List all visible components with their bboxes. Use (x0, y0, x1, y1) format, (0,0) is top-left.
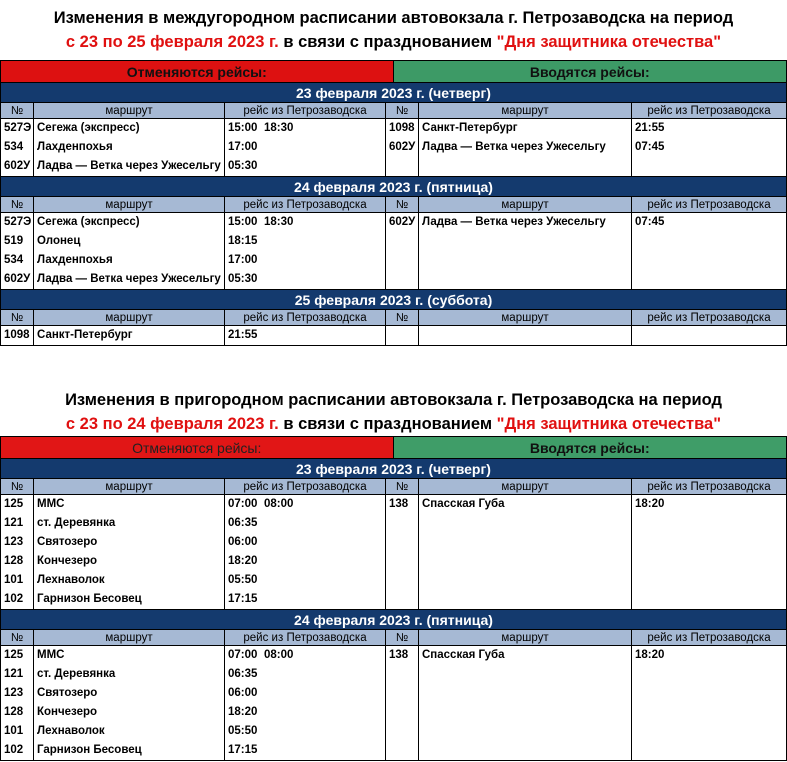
add-route-name (419, 684, 631, 703)
add-departure-time (632, 232, 786, 251)
column-header-departure: рейс из Петрозаводска (647, 105, 771, 117)
column-header-departure: рейс из Петрозаводска (225, 310, 386, 325)
cancel-route-number: 102 (4, 744, 24, 756)
cancel-route-number: 527Э (4, 216, 32, 228)
day-body (1, 119, 786, 176)
departure-time: 07:00 (228, 498, 258, 510)
add-header: Вводятся рейсы: (394, 436, 787, 458)
add-number-column (386, 646, 419, 760)
cancel-time-column (225, 646, 386, 760)
add-route-number: 138 (389, 649, 409, 661)
cancel-route-name: Санкт-Петербург (37, 329, 133, 341)
cancel-route-name: Олонец (37, 235, 81, 247)
column-header-route: маршрут (34, 479, 225, 494)
cancel-route-name: Кончезеро (37, 555, 98, 567)
suburban-title-holiday: "Дня защитника отечества" (496, 415, 722, 433)
add-route-number (386, 232, 418, 251)
column-header-number: № (386, 630, 419, 645)
add-route-name (419, 514, 631, 533)
add-route-name: Ладва — Ветка через Ужесельгу (422, 141, 606, 153)
add-departure-time (632, 552, 786, 571)
suburban-title-line1: Изменения в пригородном расписании автовокзала г. Петрозаводска на период (65, 391, 722, 409)
column-header-row (1, 309, 786, 326)
add-number-column (386, 213, 419, 289)
suburban-section (0, 388, 787, 761)
column-header-route: маршрут (34, 197, 225, 212)
add-departure-time: 18:20 (635, 498, 665, 510)
departure-time: 06:35 (228, 517, 258, 529)
departure-time: 18:20 (228, 706, 258, 718)
cancel-departure-times (225, 665, 385, 684)
suburban-status-row (1, 436, 786, 458)
cancel-route-number: 527Э (4, 122, 32, 134)
cancel-route-column (34, 495, 225, 609)
column-header-number: № (1, 197, 34, 212)
cancel-route-name: Святозеро (37, 536, 98, 548)
column-header-number: № (386, 103, 419, 118)
column-header-number: № (1, 310, 34, 325)
add-route-name: Ладва — Ветка через Ужесельгу (422, 216, 606, 228)
column-header-number: № (386, 479, 419, 494)
add-departure-time (632, 665, 786, 684)
date-bar: 23 февраля 2023 г. (четверг) (1, 458, 786, 478)
cancel-route-number: 125 (4, 498, 24, 510)
cancel-number-column (1, 213, 34, 289)
cancel-route-name: Лахденпохья (37, 141, 113, 153)
cancel-route-name: Ладва — Ветка через Ужесельгу (37, 273, 221, 285)
cancel-route-number: 602У (4, 160, 31, 172)
add-departure-time (632, 741, 786, 760)
cancel-departure-times (225, 703, 385, 722)
intercity-section (0, 0, 787, 346)
cancel-route-number: 101 (4, 574, 24, 586)
suburban-title (0, 388, 787, 436)
add-departure-time (632, 326, 786, 345)
cancel-departure-times (225, 138, 385, 157)
departure-time: 17:00 (228, 254, 258, 266)
add-route-number (386, 722, 418, 741)
cancel-route-number: 1098 (4, 329, 30, 341)
add-route-number (386, 157, 418, 176)
cancel-time-column (225, 326, 386, 345)
departure-time: 21:55 (228, 329, 258, 341)
add-header: Вводятся рейсы: (394, 60, 787, 82)
cancel-number-column (1, 326, 34, 345)
add-departure-time: 21:55 (635, 122, 665, 134)
cancel-departure-times (225, 684, 385, 703)
intercity-title-period: с 23 по 25 февраля 2023 г. (65, 33, 279, 51)
departure-time: 17:15 (228, 593, 258, 605)
column-header-row (1, 102, 786, 119)
cancel-route-number: 121 (4, 517, 24, 529)
add-route-number (386, 552, 418, 571)
add-route-name: Спасская Губа (422, 649, 505, 661)
add-route-name (419, 741, 631, 760)
departure-time: 07:00 (228, 649, 258, 661)
add-route-number (386, 665, 418, 684)
add-route-name (419, 232, 631, 251)
add-route-number (386, 514, 418, 533)
column-header-departure: рейс из Петрозаводска (647, 632, 771, 644)
add-route-number: 602У (389, 141, 416, 153)
cancel-departure-times (225, 119, 385, 138)
departure-time: 17:15 (228, 744, 258, 756)
suburban-table (0, 436, 787, 761)
day-body (1, 326, 786, 345)
add-route-column (419, 213, 632, 289)
cancel-time-column (225, 495, 386, 609)
add-time-column (632, 326, 786, 345)
add-number-column (386, 495, 419, 609)
cancel-time-column (225, 213, 386, 289)
add-route-name (419, 703, 631, 722)
cancel-route-name: Лахденпохья (37, 254, 113, 266)
column-header-departure: рейс из Петрозаводска (225, 197, 386, 212)
departure-time: 05:50 (228, 574, 258, 586)
intercity-title-holiday: "Дня защитника отечества" (496, 33, 722, 51)
cancel-departure-times (225, 270, 385, 289)
departure-time: 05:30 (228, 273, 258, 285)
cancel-time-column (225, 119, 386, 176)
cancel-departure-times (225, 590, 385, 609)
column-header-route: маршрут (34, 630, 225, 645)
cancel-departure-times (225, 326, 385, 345)
cancel-route-name: Ладва — Ветка через Ужесельгу (37, 160, 221, 172)
add-route-column (419, 326, 632, 345)
departure-time: 06:35 (228, 668, 258, 680)
column-header-route: маршрут (34, 310, 225, 325)
cancel-route-name: Сегежа (экспресс) (37, 216, 140, 228)
departure-time: 15:00 (228, 216, 258, 228)
day-body (1, 646, 786, 760)
add-route-column (419, 495, 632, 609)
intercity-title-line1: Изменения в междугородном расписании автовокзала г. Петрозаводска на период (53, 9, 734, 27)
date-bar: 24 февраля 2023 г. (пятница) (1, 176, 786, 196)
intercity-title-line2 (0, 30, 787, 54)
add-time-column (632, 119, 786, 176)
cancel-departure-times (225, 646, 385, 665)
add-route-name: Спасская Губа (422, 498, 505, 510)
column-header-number: № (1, 479, 34, 494)
column-header-number: № (386, 197, 419, 212)
add-departure-time (632, 514, 786, 533)
column-header-departure: рейс из Петрозаводска (225, 630, 386, 645)
column-header-departure: рейс из Петрозаводска (225, 103, 386, 118)
cancel-departure-times (225, 213, 385, 232)
date-bar: 25 февраля 2023 г. (суббота) (1, 289, 786, 309)
column-header-route: маршрут (419, 479, 632, 494)
cancel-number-column (1, 646, 34, 760)
cancel-departure-times (225, 552, 385, 571)
cancel-route-name: Гарнизон Бесовец (37, 593, 142, 605)
add-route-number (386, 684, 418, 703)
suburban-title-line2 (0, 412, 787, 436)
departure-time: 06:00 (228, 536, 258, 548)
intercity-days (1, 82, 786, 345)
cancel-route-number: 123 (4, 687, 24, 699)
departure-time: 08:00 (264, 649, 294, 661)
add-route-number (386, 741, 418, 760)
add-route-name (419, 533, 631, 552)
column-header-route: маршрут (419, 197, 632, 212)
intercity-title (0, 0, 787, 60)
departure-time: 08:00 (264, 498, 294, 510)
cancel-route-name: Святозеро (37, 687, 98, 699)
suburban-title-middle: в связи с празднованием (278, 415, 497, 433)
add-route-name (419, 270, 631, 289)
departure-time: 18:15 (228, 235, 258, 247)
cancel-route-name: Гарнизон Бесовец (37, 744, 142, 756)
add-departure-time (632, 684, 786, 703)
add-departure-time: 07:45 (635, 141, 665, 153)
column-header-route: маршрут (419, 103, 632, 118)
cancel-header: Отменяются рейсы: (1, 60, 394, 82)
cancel-route-name: Лехнаволок (37, 574, 105, 586)
add-route-number (386, 326, 418, 345)
add-route-number (386, 270, 418, 289)
cancel-route-number: 534 (4, 254, 24, 266)
departure-time: 06:00 (228, 687, 258, 699)
cancel-route-column (34, 213, 225, 289)
cancel-departure-times (225, 722, 385, 741)
cancel-route-column (34, 326, 225, 345)
add-route-name (419, 722, 631, 741)
add-route-number: 1098 (389, 122, 415, 134)
cancel-number-column (1, 495, 34, 609)
column-header-departure: рейс из Петрозаводска (225, 479, 386, 494)
cancel-route-number: 534 (4, 141, 24, 153)
add-route-name (419, 571, 631, 590)
add-route-number: 602У (389, 216, 416, 228)
add-departure-time (632, 703, 786, 722)
add-departure-time (632, 270, 786, 289)
departure-time: 15:00 (228, 122, 258, 134)
cancel-departure-times (225, 741, 385, 760)
column-header-departure: рейс из Петрозаводска (647, 312, 771, 324)
cancel-route-name: ММС (37, 498, 65, 510)
add-departure-time (632, 571, 786, 590)
add-route-number (386, 251, 418, 270)
add-route-name (419, 326, 631, 345)
departure-time: 17:00 (228, 141, 258, 153)
cancel-route-name: Сегежа (экспресс) (37, 122, 140, 134)
add-route-name (419, 590, 631, 609)
date-bar: 23 февраля 2023 г. (четверг) (1, 82, 786, 102)
departure-time: 05:50 (228, 725, 258, 737)
departure-time: 18:30 (264, 122, 294, 134)
add-route-number (386, 571, 418, 590)
column-header-row (1, 196, 786, 213)
add-departure-time: 07:45 (635, 216, 665, 228)
cancel-departure-times (225, 232, 385, 251)
add-departure-time (632, 590, 786, 609)
add-route-number: 138 (389, 498, 409, 510)
cancel-route-number: 128 (4, 555, 24, 567)
add-route-name: Санкт-Петербург (422, 122, 518, 134)
cancel-route-number: 519 (4, 235, 24, 247)
cancel-header: Отменяются рейсы: (1, 436, 394, 458)
cancel-route-name: ст. Деревянка (37, 517, 116, 529)
add-departure-time (632, 157, 786, 176)
cancel-departure-times (225, 514, 385, 533)
date-bar: 24 февраля 2023 г. (пятница) (1, 609, 786, 629)
add-route-name (419, 552, 631, 571)
add-route-number (386, 590, 418, 609)
day-body (1, 213, 786, 289)
intercity-title-middle: в связи с празднованием (278, 33, 497, 51)
column-header-departure: рейс из Петрозаводска (647, 481, 771, 493)
cancel-route-number: 125 (4, 649, 24, 661)
column-header-route: маршрут (419, 310, 632, 325)
add-route-number (386, 533, 418, 552)
column-header-departure: рейс из Петрозаводска (647, 199, 771, 211)
column-header-number: № (386, 310, 419, 325)
column-header-row (1, 478, 786, 495)
cancel-departure-times (225, 157, 385, 176)
suburban-title-period: с 23 по 24 февраля 2023 г. (65, 415, 279, 433)
cancel-route-number: 602У (4, 273, 31, 285)
add-departure-time (632, 251, 786, 270)
column-header-route: маршрут (34, 103, 225, 118)
cancel-route-name: Лехнаволок (37, 725, 105, 737)
cancel-route-number: 101 (4, 725, 24, 737)
cancel-departure-times (225, 251, 385, 270)
add-route-column (419, 646, 632, 760)
add-number-column (386, 326, 419, 345)
cancel-number-column (1, 119, 34, 176)
column-header-route: маршрут (419, 630, 632, 645)
add-route-name (419, 251, 631, 270)
add-time-column (632, 495, 786, 609)
add-departure-time (632, 533, 786, 552)
suburban-days (1, 458, 786, 760)
cancel-route-name: ст. Деревянка (37, 668, 116, 680)
add-route-number (386, 703, 418, 722)
cancel-route-name: ММС (37, 649, 65, 661)
intercity-status-row (1, 60, 786, 82)
column-header-number: № (1, 103, 34, 118)
cancel-route-number: 128 (4, 706, 24, 718)
column-header-number: № (1, 630, 34, 645)
cancel-route-number: 121 (4, 668, 24, 680)
add-departure-time (632, 722, 786, 741)
cancel-route-column (34, 119, 225, 176)
add-route-name (419, 665, 631, 684)
add-route-column (419, 119, 632, 176)
day-body (1, 495, 786, 609)
intercity-table (0, 60, 787, 346)
add-number-column (386, 119, 419, 176)
departure-time: 05:30 (228, 160, 258, 172)
cancel-route-number: 123 (4, 536, 24, 548)
add-departure-time: 18:20 (635, 649, 665, 661)
add-time-column (632, 646, 786, 760)
cancel-departure-times (225, 571, 385, 590)
cancel-route-name: Кончезеро (37, 706, 98, 718)
add-route-name (419, 157, 631, 176)
cancel-route-column (34, 646, 225, 760)
add-time-column (632, 213, 786, 289)
departure-time: 18:20 (228, 555, 258, 567)
departure-time: 18:30 (264, 216, 294, 228)
cancel-route-number: 102 (4, 593, 24, 605)
cancel-departure-times (225, 533, 385, 552)
cancel-departure-times (225, 495, 385, 514)
column-header-row (1, 629, 786, 646)
